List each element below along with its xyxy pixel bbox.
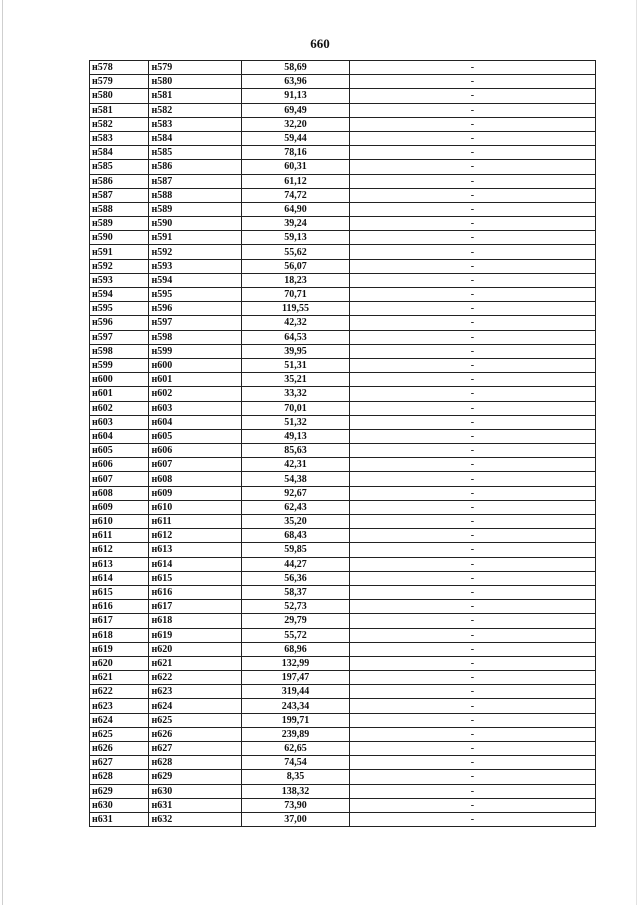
cell-length: 199,71 bbox=[242, 713, 349, 727]
cell-length: 61,12 bbox=[242, 174, 349, 188]
table-body bbox=[90, 61, 596, 827]
cell-point-to: н631 bbox=[149, 798, 242, 812]
cell-note: - bbox=[349, 557, 595, 571]
cell-length: 74,72 bbox=[242, 188, 349, 202]
cell-point-to: н623 bbox=[149, 685, 242, 699]
cell-point-from: н592 bbox=[90, 259, 149, 273]
table-row bbox=[90, 217, 596, 231]
cell-length: 197,47 bbox=[242, 671, 349, 685]
table-row bbox=[90, 770, 596, 784]
cell-point-to: н619 bbox=[149, 628, 242, 642]
cell-point-to: н612 bbox=[149, 529, 242, 543]
cell-note: - bbox=[349, 486, 595, 500]
cell-note: - bbox=[349, 174, 595, 188]
cell-note: - bbox=[349, 358, 595, 372]
table-row bbox=[90, 188, 596, 202]
cell-length: 29,79 bbox=[242, 614, 349, 628]
cell-point-from: н624 bbox=[90, 713, 149, 727]
table-row bbox=[90, 628, 596, 642]
cell-note: - bbox=[349, 727, 595, 741]
cell-point-from: н586 bbox=[90, 174, 149, 188]
cell-note: - bbox=[349, 713, 595, 727]
cell-point-to: н581 bbox=[149, 89, 242, 103]
table-row bbox=[90, 458, 596, 472]
cell-point-to: н626 bbox=[149, 727, 242, 741]
cell-point-to: н620 bbox=[149, 642, 242, 656]
cell-point-to: н622 bbox=[149, 671, 242, 685]
cell-point-to: н599 bbox=[149, 344, 242, 358]
cell-length: 33,32 bbox=[242, 387, 349, 401]
cell-note: - bbox=[349, 387, 595, 401]
cell-note: - bbox=[349, 628, 595, 642]
cell-point-from: н605 bbox=[90, 444, 149, 458]
cell-note: - bbox=[349, 529, 595, 543]
cell-length: 51,31 bbox=[242, 358, 349, 372]
cell-length: 92,67 bbox=[242, 486, 349, 500]
cell-point-to: н616 bbox=[149, 585, 242, 599]
cell-length: 70,71 bbox=[242, 288, 349, 302]
cell-length: 74,54 bbox=[242, 756, 349, 770]
cell-point-from: н603 bbox=[90, 415, 149, 429]
cell-point-to: н609 bbox=[149, 486, 242, 500]
table-row bbox=[90, 373, 596, 387]
cell-length: 119,55 bbox=[242, 302, 349, 316]
cell-note: - bbox=[349, 344, 595, 358]
cell-point-to: н604 bbox=[149, 415, 242, 429]
cell-point-to: н587 bbox=[149, 174, 242, 188]
cell-point-from: н620 bbox=[90, 656, 149, 670]
table-row bbox=[90, 302, 596, 316]
cell-note: - bbox=[349, 798, 595, 812]
cell-length: 132,99 bbox=[242, 656, 349, 670]
cell-point-to: н589 bbox=[149, 202, 242, 216]
cell-note: - bbox=[349, 415, 595, 429]
cell-point-to: н579 bbox=[149, 61, 242, 75]
cell-length: 243,34 bbox=[242, 699, 349, 713]
cell-point-from: н609 bbox=[90, 500, 149, 514]
cell-note: - bbox=[349, 585, 595, 599]
cell-point-from: н593 bbox=[90, 273, 149, 287]
cell-point-from: н618 bbox=[90, 628, 149, 642]
table-row bbox=[90, 231, 596, 245]
cell-point-from: н626 bbox=[90, 742, 149, 756]
cell-point-from: н610 bbox=[90, 515, 149, 529]
cell-note: - bbox=[349, 231, 595, 245]
cell-point-to: н596 bbox=[149, 302, 242, 316]
cell-point-from: н579 bbox=[90, 75, 149, 89]
cell-point-from: н628 bbox=[90, 770, 149, 784]
table-row bbox=[90, 75, 596, 89]
cell-point-to: н600 bbox=[149, 358, 242, 372]
table-row bbox=[90, 727, 596, 741]
cell-point-from: н594 bbox=[90, 288, 149, 302]
cell-note: - bbox=[349, 642, 595, 656]
cell-note: - bbox=[349, 330, 595, 344]
cell-point-from: н583 bbox=[90, 131, 149, 145]
cell-length: 239,89 bbox=[242, 727, 349, 741]
table-row bbox=[90, 89, 596, 103]
cell-point-from: н587 bbox=[90, 188, 149, 202]
table-row bbox=[90, 401, 596, 415]
cell-length: 42,32 bbox=[242, 316, 349, 330]
cell-note: - bbox=[349, 515, 595, 529]
cell-length: 85,63 bbox=[242, 444, 349, 458]
scan-edge-left bbox=[2, 0, 3, 905]
cell-point-to: н583 bbox=[149, 117, 242, 131]
cell-point-from: н629 bbox=[90, 784, 149, 798]
table-row bbox=[90, 756, 596, 770]
cell-note: - bbox=[349, 543, 595, 557]
table-row bbox=[90, 245, 596, 259]
cell-length: 59,85 bbox=[242, 543, 349, 557]
cell-note: - bbox=[349, 259, 595, 273]
cell-note: - bbox=[349, 671, 595, 685]
cell-point-to: н630 bbox=[149, 784, 242, 798]
cell-length: 51,32 bbox=[242, 415, 349, 429]
cell-note: - bbox=[349, 160, 595, 174]
table-row bbox=[90, 585, 596, 599]
cell-length: 8,35 bbox=[242, 770, 349, 784]
cell-point-to: н625 bbox=[149, 713, 242, 727]
cell-point-to: н611 bbox=[149, 515, 242, 529]
cell-note: - bbox=[349, 202, 595, 216]
cell-point-to: н585 bbox=[149, 146, 242, 160]
cell-point-to: н628 bbox=[149, 756, 242, 770]
cell-point-from: н614 bbox=[90, 571, 149, 585]
cell-point-from: н602 bbox=[90, 401, 149, 415]
cell-point-from: н600 bbox=[90, 373, 149, 387]
cell-note: - bbox=[349, 812, 595, 826]
cell-point-to: н598 bbox=[149, 330, 242, 344]
cell-point-to: н605 bbox=[149, 429, 242, 443]
cell-point-to: н618 bbox=[149, 614, 242, 628]
table-row bbox=[90, 500, 596, 514]
table-row bbox=[90, 557, 596, 571]
cell-note: - bbox=[349, 699, 595, 713]
cell-note: - bbox=[349, 742, 595, 756]
table-row bbox=[90, 699, 596, 713]
cell-length: 32,20 bbox=[242, 117, 349, 131]
cell-point-to: н629 bbox=[149, 770, 242, 784]
cell-length: 62,65 bbox=[242, 742, 349, 756]
cell-length: 59,13 bbox=[242, 231, 349, 245]
table-row bbox=[90, 174, 596, 188]
cell-point-from: н619 bbox=[90, 642, 149, 656]
cell-point-from: н616 bbox=[90, 600, 149, 614]
cell-point-from: н608 bbox=[90, 486, 149, 500]
cell-point-to: н617 bbox=[149, 600, 242, 614]
cell-point-to: н601 bbox=[149, 373, 242, 387]
cell-note: - bbox=[349, 217, 595, 231]
table-row bbox=[90, 131, 596, 145]
cell-point-from: н597 bbox=[90, 330, 149, 344]
table-row bbox=[90, 117, 596, 131]
cell-point-to: н595 bbox=[149, 288, 242, 302]
table-row bbox=[90, 571, 596, 585]
cell-length: 37,00 bbox=[242, 812, 349, 826]
cell-point-to: н614 bbox=[149, 557, 242, 571]
table-row bbox=[90, 259, 596, 273]
scan-edge-right bbox=[636, 0, 637, 905]
cell-point-from: н582 bbox=[90, 117, 149, 131]
cell-point-to: н591 bbox=[149, 231, 242, 245]
cell-note: - bbox=[349, 600, 595, 614]
cell-note: - bbox=[349, 288, 595, 302]
cell-length: 55,72 bbox=[242, 628, 349, 642]
cell-point-from: н580 bbox=[90, 89, 149, 103]
cell-length: 73,90 bbox=[242, 798, 349, 812]
table-row bbox=[90, 784, 596, 798]
boundary-segments-table bbox=[89, 60, 596, 827]
cell-length: 49,13 bbox=[242, 429, 349, 443]
cell-length: 58,37 bbox=[242, 585, 349, 599]
table-row bbox=[90, 671, 596, 685]
cell-point-to: н586 bbox=[149, 160, 242, 174]
cell-point-from: н612 bbox=[90, 543, 149, 557]
cell-point-to: н603 bbox=[149, 401, 242, 415]
table-row bbox=[90, 344, 596, 358]
table-row bbox=[90, 529, 596, 543]
cell-note: - bbox=[349, 756, 595, 770]
cell-note: - bbox=[349, 614, 595, 628]
cell-point-to: н615 bbox=[149, 571, 242, 585]
table-row bbox=[90, 160, 596, 174]
cell-length: 56,07 bbox=[242, 259, 349, 273]
cell-length: 64,90 bbox=[242, 202, 349, 216]
cell-point-to: н627 bbox=[149, 742, 242, 756]
cell-point-from: н584 bbox=[90, 146, 149, 160]
table-row bbox=[90, 103, 596, 117]
cell-note: - bbox=[349, 316, 595, 330]
cell-point-from: н588 bbox=[90, 202, 149, 216]
cell-point-from: н578 bbox=[90, 61, 149, 75]
table-row bbox=[90, 798, 596, 812]
table-row bbox=[90, 387, 596, 401]
cell-note: - bbox=[349, 770, 595, 784]
cell-point-from: н606 bbox=[90, 458, 149, 472]
cell-note: - bbox=[349, 685, 595, 699]
cell-point-from: н627 bbox=[90, 756, 149, 770]
cell-point-to: н592 bbox=[149, 245, 242, 259]
cell-point-to: н590 bbox=[149, 217, 242, 231]
table-row bbox=[90, 543, 596, 557]
cell-point-to: н588 bbox=[149, 188, 242, 202]
cell-length: 42,31 bbox=[242, 458, 349, 472]
cell-point-from: н621 bbox=[90, 671, 149, 685]
cell-point-from: н599 bbox=[90, 358, 149, 372]
table-row bbox=[90, 812, 596, 826]
cell-length: 63,96 bbox=[242, 75, 349, 89]
cell-point-to: н608 bbox=[149, 472, 242, 486]
table-row bbox=[90, 429, 596, 443]
cell-point-from: н596 bbox=[90, 316, 149, 330]
table-row bbox=[90, 61, 596, 75]
cell-length: 44,27 bbox=[242, 557, 349, 571]
cell-note: - bbox=[349, 444, 595, 458]
table-row bbox=[90, 656, 596, 670]
cell-point-from: н617 bbox=[90, 614, 149, 628]
cell-note: - bbox=[349, 75, 595, 89]
table-row bbox=[90, 742, 596, 756]
cell-length: 319,44 bbox=[242, 685, 349, 699]
cell-note: - bbox=[349, 188, 595, 202]
cell-length: 56,36 bbox=[242, 571, 349, 585]
cell-point-to: н621 bbox=[149, 656, 242, 670]
cell-note: - bbox=[349, 103, 595, 117]
cell-point-from: н590 bbox=[90, 231, 149, 245]
table-row bbox=[90, 316, 596, 330]
cell-point-to: н632 bbox=[149, 812, 242, 826]
cell-length: 59,44 bbox=[242, 131, 349, 145]
cell-length: 68,96 bbox=[242, 642, 349, 656]
table-row bbox=[90, 202, 596, 216]
cell-point-to: н594 bbox=[149, 273, 242, 287]
cell-point-from: н607 bbox=[90, 472, 149, 486]
cell-note: - bbox=[349, 61, 595, 75]
table-row bbox=[90, 273, 596, 287]
page-number: 660 bbox=[310, 36, 330, 51]
cell-length: 18,23 bbox=[242, 273, 349, 287]
table-row bbox=[90, 444, 596, 458]
cell-point-from: н623 bbox=[90, 699, 149, 713]
cell-point-to: н607 bbox=[149, 458, 242, 472]
cell-note: - bbox=[349, 302, 595, 316]
cell-point-to: н582 bbox=[149, 103, 242, 117]
cell-point-to: н606 bbox=[149, 444, 242, 458]
cell-note: - bbox=[349, 373, 595, 387]
cell-length: 35,20 bbox=[242, 515, 349, 529]
cell-point-to: н610 bbox=[149, 500, 242, 514]
cell-length: 58,69 bbox=[242, 61, 349, 75]
cell-point-from: н598 bbox=[90, 344, 149, 358]
table-row bbox=[90, 515, 596, 529]
cell-length: 70,01 bbox=[242, 401, 349, 415]
cell-length: 52,73 bbox=[242, 600, 349, 614]
cell-length: 138,32 bbox=[242, 784, 349, 798]
table-row bbox=[90, 713, 596, 727]
cell-point-from: н613 bbox=[90, 557, 149, 571]
cell-point-from: н630 bbox=[90, 798, 149, 812]
cell-point-from: н604 bbox=[90, 429, 149, 443]
cell-note: - bbox=[349, 784, 595, 798]
cell-point-to: н613 bbox=[149, 543, 242, 557]
table-row bbox=[90, 600, 596, 614]
cell-length: 54,38 bbox=[242, 472, 349, 486]
cell-point-from: н615 bbox=[90, 585, 149, 599]
cell-point-from: н622 bbox=[90, 685, 149, 699]
cell-length: 55,62 bbox=[242, 245, 349, 259]
cell-length: 62,43 bbox=[242, 500, 349, 514]
table-row bbox=[90, 288, 596, 302]
cell-note: - bbox=[349, 429, 595, 443]
cell-note: - bbox=[349, 401, 595, 415]
table-row bbox=[90, 685, 596, 699]
cell-note: - bbox=[349, 571, 595, 585]
cell-point-from: н625 bbox=[90, 727, 149, 741]
cell-note: - bbox=[349, 245, 595, 259]
cell-note: - bbox=[349, 273, 595, 287]
cell-note: - bbox=[349, 131, 595, 145]
cell-point-from: н591 bbox=[90, 245, 149, 259]
cell-point-to: н624 bbox=[149, 699, 242, 713]
table-row bbox=[90, 415, 596, 429]
cell-point-to: н584 bbox=[149, 131, 242, 145]
table-row bbox=[90, 486, 596, 500]
cell-length: 39,24 bbox=[242, 217, 349, 231]
table-row bbox=[90, 472, 596, 486]
cell-note: - bbox=[349, 472, 595, 486]
table-row bbox=[90, 146, 596, 160]
cell-point-from: н601 bbox=[90, 387, 149, 401]
cell-note: - bbox=[349, 146, 595, 160]
cell-point-to: н597 bbox=[149, 316, 242, 330]
cell-note: - bbox=[349, 656, 595, 670]
cell-length: 91,13 bbox=[242, 89, 349, 103]
cell-length: 64,53 bbox=[242, 330, 349, 344]
cell-length: 39,95 bbox=[242, 344, 349, 358]
cell-length: 78,16 bbox=[242, 146, 349, 160]
table-row bbox=[90, 614, 596, 628]
table-row bbox=[90, 642, 596, 656]
table-row bbox=[90, 330, 596, 344]
cell-point-to: н602 bbox=[149, 387, 242, 401]
cell-point-from: н581 bbox=[90, 103, 149, 117]
cell-point-to: н593 bbox=[149, 259, 242, 273]
cell-point-to: н580 bbox=[149, 75, 242, 89]
cell-note: - bbox=[349, 117, 595, 131]
table-row bbox=[90, 358, 596, 372]
cell-point-from: н595 bbox=[90, 302, 149, 316]
cell-note: - bbox=[349, 500, 595, 514]
cell-point-from: н631 bbox=[90, 812, 149, 826]
cell-point-from: н611 bbox=[90, 529, 149, 543]
cell-length: 69,49 bbox=[242, 103, 349, 117]
cell-point-from: н585 bbox=[90, 160, 149, 174]
cell-length: 68,43 bbox=[242, 529, 349, 543]
cell-note: - bbox=[349, 89, 595, 103]
cell-point-from: н589 bbox=[90, 217, 149, 231]
cell-length: 35,21 bbox=[242, 373, 349, 387]
cell-note: - bbox=[349, 458, 595, 472]
cell-length: 60,31 bbox=[242, 160, 349, 174]
